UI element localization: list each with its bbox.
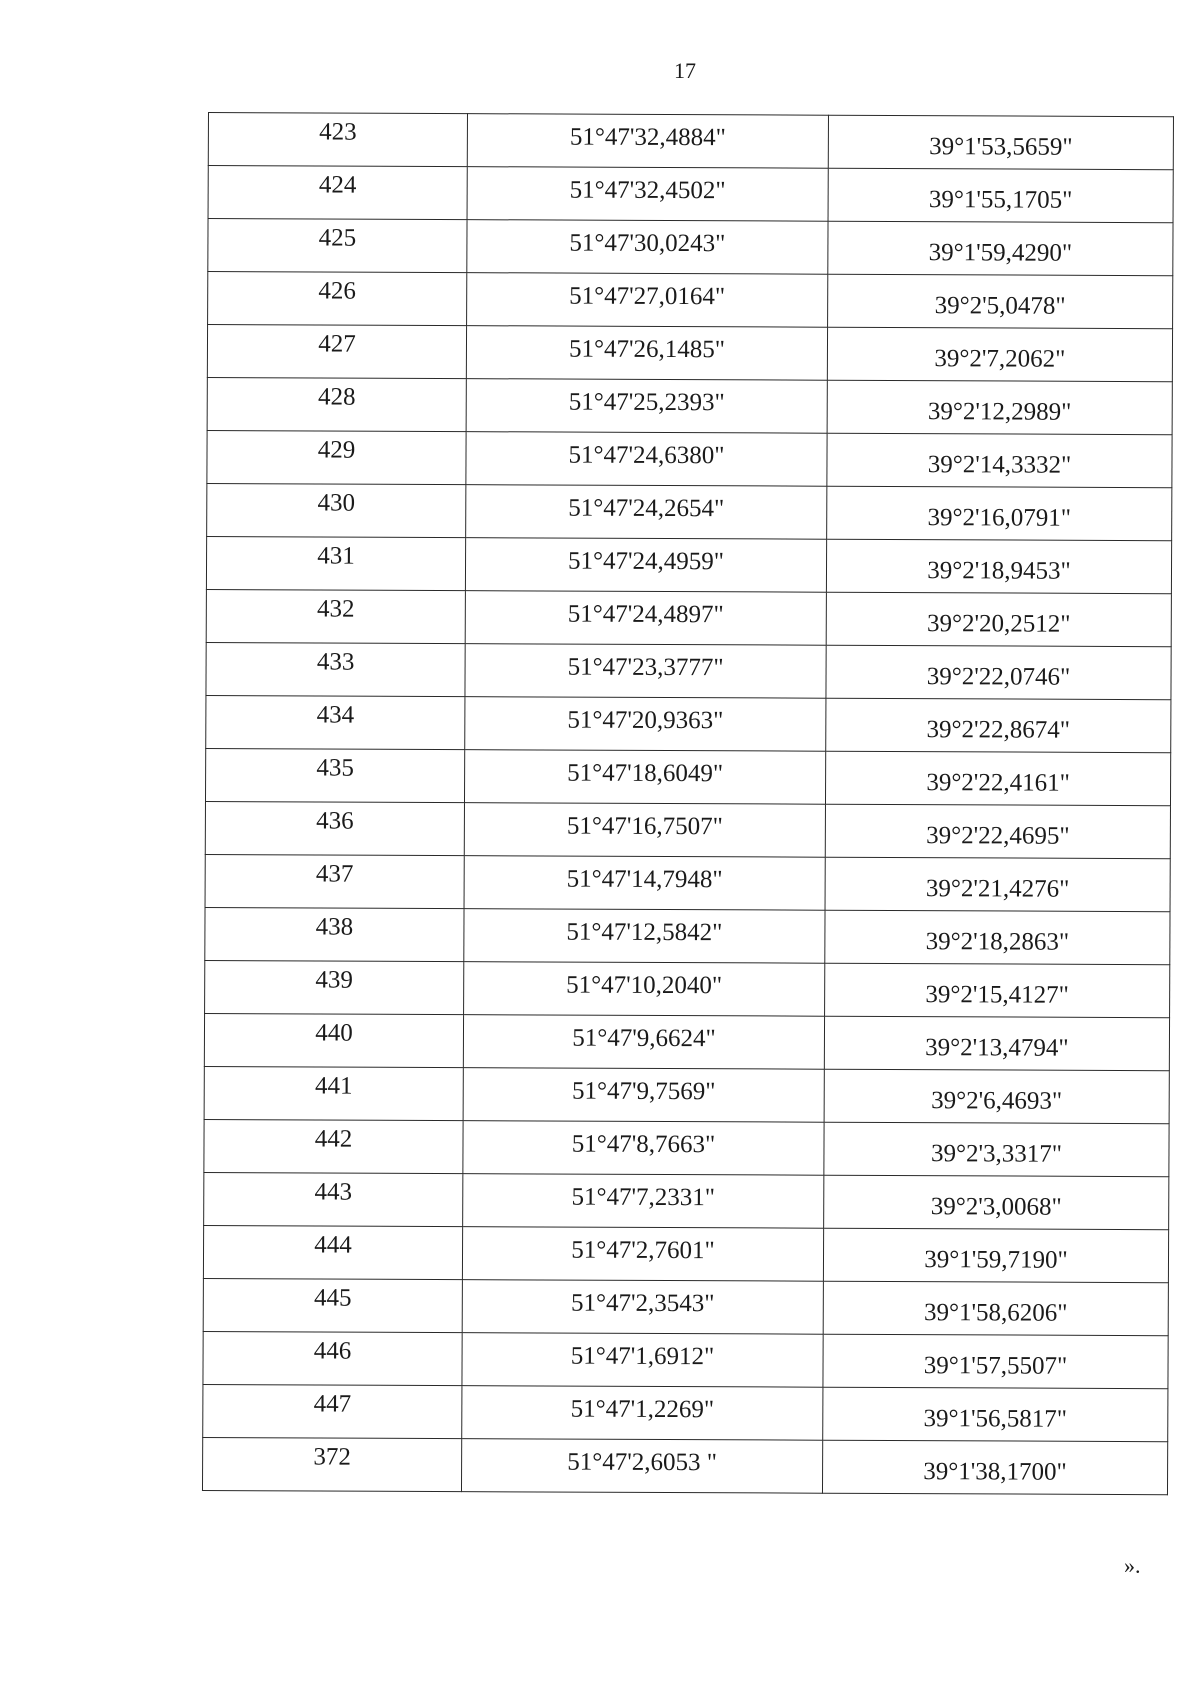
point-number-cell xyxy=(203,1384,462,1438)
point-number-cell-text: 430 xyxy=(317,488,356,517)
point-number-cell xyxy=(207,377,466,431)
table-row xyxy=(207,483,1172,540)
point-number-cell xyxy=(203,1225,462,1279)
latitude-cell xyxy=(465,591,826,646)
latitude-cell-text: 51°47'24,6380" xyxy=(568,441,725,469)
latitude-cell-text: 51°47'8,7663" xyxy=(571,1130,716,1158)
point-number-cell xyxy=(207,430,466,484)
point-number-cell xyxy=(208,166,467,220)
longitude-cell xyxy=(826,539,1171,594)
point-number-cell-text: 372 xyxy=(313,1442,351,1471)
longitude-cell-text: 39°2'21,4276" xyxy=(925,874,1070,903)
table-row xyxy=(203,1225,1168,1282)
longitude-cell xyxy=(826,592,1171,647)
table-row xyxy=(205,960,1170,1017)
latitude-cell xyxy=(464,750,825,805)
point-number-cell xyxy=(206,642,465,696)
latitude-cell-text: 51°47'14,7948" xyxy=(566,865,723,893)
table-row xyxy=(206,695,1171,752)
latitude-cell xyxy=(466,326,827,381)
longitude-cell-text: 39°2'3,0068" xyxy=(930,1192,1062,1221)
longitude-cell-text: 39°1'38,1700" xyxy=(923,1457,1067,1486)
table-row xyxy=(207,325,1172,382)
latitude-cell xyxy=(463,1068,824,1123)
table-row xyxy=(204,1066,1169,1123)
table-row xyxy=(205,748,1170,805)
point-number-cell-text: 444 xyxy=(314,1230,352,1259)
point-number-cell-text: 440 xyxy=(315,1018,353,1047)
longitude-cell-text: 39°2'18,2863" xyxy=(925,927,1070,956)
table-row xyxy=(204,1119,1169,1176)
latitude-cell xyxy=(465,644,826,699)
table-row xyxy=(207,377,1172,434)
table-row xyxy=(207,430,1172,487)
latitude-cell-text: 51°47'12,5842" xyxy=(566,918,723,946)
coordinates-table-wrapper xyxy=(202,112,1170,1495)
table-row xyxy=(208,166,1173,223)
point-number-cell xyxy=(204,1066,463,1120)
point-number-cell-text: 433 xyxy=(316,647,355,676)
point-number-cell-text: 446 xyxy=(313,1336,352,1365)
latitude-cell-text: 51°47'25,2393" xyxy=(568,388,725,416)
latitude-cell-text: 51°47'2,6053 " xyxy=(567,1448,718,1476)
longitude-cell xyxy=(826,645,1171,700)
longitude-cell-text: 39°2'13,4794" xyxy=(925,1033,1069,1062)
latitude-cell xyxy=(465,697,826,752)
point-number-cell-text: 434 xyxy=(316,700,355,729)
latitude-cell-text: 51°47'9,6624" xyxy=(572,1024,716,1052)
point-number-cell xyxy=(203,1278,462,1332)
longitude-cell-text: 39°2'5,0478" xyxy=(934,291,1066,320)
longitude-cell xyxy=(826,698,1171,753)
table-row xyxy=(205,854,1170,911)
point-number-cell xyxy=(204,1119,463,1173)
latitude-cell-text: 51°47'26,1485" xyxy=(568,335,726,363)
latitude-cell-text: 51°47'27,0164" xyxy=(569,282,726,310)
page-number: 17 xyxy=(674,58,696,83)
table-row xyxy=(203,1278,1168,1335)
latitude-cell xyxy=(467,167,828,222)
table-row xyxy=(206,589,1171,646)
point-number-cell xyxy=(205,854,464,908)
table-row xyxy=(208,113,1173,170)
longitude-cell xyxy=(827,327,1172,382)
latitude-cell-text: 51°47'23,3777" xyxy=(567,653,724,681)
latitude-cell xyxy=(467,273,828,328)
latitude-cell xyxy=(463,1121,824,1176)
point-number-cell xyxy=(208,272,467,326)
longitude-cell-text: 39°1'55,1705" xyxy=(928,185,1073,214)
point-number-cell xyxy=(204,1013,463,1067)
point-number-cell xyxy=(206,536,465,590)
latitude-cell xyxy=(463,1174,824,1229)
table-row xyxy=(208,219,1173,276)
longitude-cell xyxy=(824,1069,1169,1124)
longitude-cell xyxy=(825,857,1170,912)
point-number-cell xyxy=(206,589,465,643)
point-number-cell-text: 431 xyxy=(317,541,355,570)
point-number-cell-text: 441 xyxy=(314,1071,353,1100)
point-number-cell-text: 445 xyxy=(314,1283,352,1312)
point-number-cell-text: 427 xyxy=(318,329,356,358)
coordinates-table-body xyxy=(202,113,1173,1495)
latitude-cell xyxy=(461,1439,822,1494)
point-number-cell xyxy=(208,113,467,167)
latitude-cell-text: 51°47'24,4897" xyxy=(567,600,724,628)
table-row xyxy=(203,1331,1168,1388)
point-number-cell xyxy=(203,1331,462,1385)
point-number-cell-text: 443 xyxy=(314,1177,353,1206)
longitude-cell-text: 39°2'6,4693" xyxy=(931,1086,1063,1115)
latitude-cell-text: 51°47'9,7569" xyxy=(571,1077,716,1105)
longitude-cell xyxy=(823,1387,1168,1442)
longitude-cell xyxy=(824,1016,1169,1071)
longitude-cell-text: 39°1'53,5659" xyxy=(929,132,1073,161)
point-number-cell-text: 442 xyxy=(314,1124,353,1153)
latitude-cell xyxy=(466,379,827,434)
latitude-cell-text: 51°47'7,2331" xyxy=(571,1183,716,1211)
latitude-cell xyxy=(465,538,826,593)
table-row xyxy=(206,642,1171,699)
latitude-cell xyxy=(464,962,825,1017)
point-number-cell-text: 437 xyxy=(315,859,354,888)
table-row xyxy=(205,801,1170,858)
latitude-cell xyxy=(466,485,827,540)
latitude-cell-text: 51°47'1,2269" xyxy=(570,1395,715,1423)
longitude-cell-text: 39°2'3,3317" xyxy=(930,1139,1063,1168)
latitude-cell xyxy=(462,1386,823,1441)
longitude-cell-text: 39°2'7,2062" xyxy=(934,344,1066,373)
longitude-cell-text: 39°2'22,4161" xyxy=(926,768,1070,797)
point-number-cell-text: 426 xyxy=(318,276,357,305)
point-number-cell-text: 432 xyxy=(317,594,355,623)
latitude-cell xyxy=(464,803,825,858)
point-number-cell xyxy=(208,219,467,273)
latitude-cell-text: 51°47'30,0243" xyxy=(569,229,726,257)
latitude-cell-text: 51°47'18,6049" xyxy=(567,759,724,787)
longitude-cell-text: 39°2'20,2512" xyxy=(926,609,1071,638)
point-number-cell-text: 436 xyxy=(316,806,354,835)
latitude-cell-text: 51°47'32,4502" xyxy=(569,176,726,204)
longitude-cell-text: 39°1'56,5817" xyxy=(923,1404,1068,1433)
point-number-cell xyxy=(202,1437,461,1491)
longitude-cell-text: 39°2'22,8674" xyxy=(926,715,1071,744)
point-number-cell xyxy=(207,325,466,379)
table-row xyxy=(204,1013,1169,1070)
longitude-cell-text: 39°2'18,9453" xyxy=(927,556,1071,585)
longitude-cell xyxy=(827,486,1172,541)
longitude-cell xyxy=(823,1281,1168,1336)
latitude-cell xyxy=(466,432,827,487)
longitude-cell xyxy=(828,168,1173,223)
point-number-cell-text: 439 xyxy=(315,965,354,994)
longitude-cell xyxy=(825,751,1170,806)
longitude-cell xyxy=(823,1334,1168,1389)
point-number-cell xyxy=(204,1172,463,1226)
point-number-cell-text: 447 xyxy=(313,1389,352,1418)
longitude-cell xyxy=(825,910,1170,965)
longitude-cell xyxy=(828,115,1173,170)
point-number-cell-text: 423 xyxy=(319,117,357,146)
longitude-cell xyxy=(824,1175,1169,1230)
longitude-cell xyxy=(824,1122,1169,1177)
latitude-cell-text: 51°47'2,3543" xyxy=(571,1289,715,1317)
latitude-cell-text: 51°47'24,2654" xyxy=(568,494,725,522)
longitude-cell-text: 39°2'22,0746" xyxy=(926,662,1071,691)
point-number-cell xyxy=(207,483,466,537)
point-number-cell xyxy=(205,960,464,1014)
table-row xyxy=(206,536,1171,593)
table-row xyxy=(204,1172,1169,1229)
longitude-cell xyxy=(828,221,1173,276)
table-row xyxy=(202,1437,1167,1494)
longitude-cell-text: 39°2'12,2989" xyxy=(927,397,1072,426)
point-number-cell-text: 438 xyxy=(315,912,354,941)
longitude-cell xyxy=(827,380,1172,435)
longitude-cell-text: 39°2'16,0791" xyxy=(927,503,1072,532)
point-number-cell-text: 425 xyxy=(318,223,357,252)
longitude-cell-text: 39°2'14,3332" xyxy=(927,450,1072,479)
latitude-cell xyxy=(463,1015,824,1070)
longitude-cell xyxy=(828,274,1173,329)
point-number-cell-text: 424 xyxy=(318,170,357,199)
longitude-cell xyxy=(825,963,1170,1018)
longitude-cell xyxy=(827,433,1172,488)
latitude-cell-text: 51°47'2,7601" xyxy=(571,1236,715,1264)
longitude-cell xyxy=(825,804,1170,859)
point-number-cell xyxy=(205,801,464,855)
point-number-cell-text: 435 xyxy=(316,753,354,782)
latitude-cell-text: 51°47'32,4884" xyxy=(569,123,726,151)
point-number-cell xyxy=(205,907,464,961)
latitude-cell xyxy=(464,856,825,911)
longitude-cell-text: 39°1'59,4290" xyxy=(928,238,1073,267)
latitude-cell xyxy=(467,114,828,169)
closing-quote-mark: ». xyxy=(1124,1553,1141,1578)
table-row xyxy=(205,907,1170,964)
latitude-cell-text: 51°47'24,4959" xyxy=(568,547,725,575)
table-row xyxy=(203,1384,1168,1441)
latitude-cell xyxy=(462,1227,823,1282)
latitude-cell-text: 51°47'10,2040" xyxy=(566,971,723,999)
latitude-cell xyxy=(462,1280,823,1335)
point-number-cell-text: 428 xyxy=(317,382,356,411)
table-row xyxy=(208,272,1173,329)
longitude-cell xyxy=(822,1440,1167,1495)
point-number-cell xyxy=(205,748,464,802)
latitude-cell-text: 51°47'1,6912" xyxy=(570,1342,715,1370)
latitude-cell-text: 51°47'20,9363" xyxy=(567,706,724,734)
longitude-cell-text: 39°2'15,4127" xyxy=(925,980,1069,1009)
coordinates-table xyxy=(202,112,1174,1495)
latitude-cell xyxy=(467,220,828,275)
longitude-cell-text: 39°1'59,7190" xyxy=(924,1245,1068,1274)
longitude-cell-text: 39°2'22,4695" xyxy=(926,821,1070,850)
latitude-cell xyxy=(464,909,825,964)
point-number-cell-text: 429 xyxy=(317,435,356,464)
latitude-cell xyxy=(462,1333,823,1388)
latitude-cell-text: 51°47'16,7507" xyxy=(566,812,723,840)
longitude-cell-text: 39°1'58,6206" xyxy=(923,1298,1068,1327)
point-number-cell xyxy=(206,695,465,749)
longitude-cell-text: 39°1'57,5507" xyxy=(923,1351,1068,1380)
longitude-cell xyxy=(823,1228,1168,1283)
